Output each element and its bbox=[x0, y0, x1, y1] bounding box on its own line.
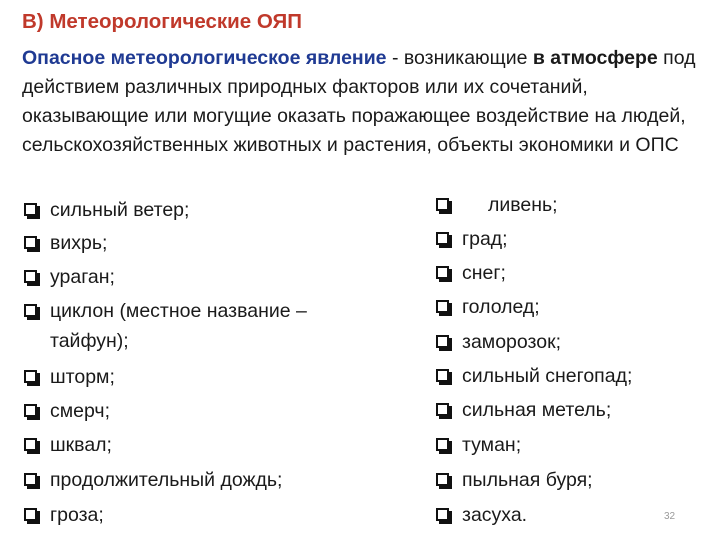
list-item-label: гололед; bbox=[462, 296, 540, 318]
definition-text-1: - возникающие bbox=[386, 47, 533, 69]
list-item-label: град; bbox=[462, 228, 508, 250]
list-item-label: снег; bbox=[462, 262, 506, 284]
checkbox-bullet-icon bbox=[436, 508, 449, 521]
checkbox-bullet-icon bbox=[24, 438, 37, 451]
checkbox-bullet-icon bbox=[24, 508, 37, 521]
checkbox-bullet-icon bbox=[24, 236, 37, 249]
list-item-label: сильный ветер; bbox=[50, 199, 190, 221]
checkbox-bullet-icon bbox=[24, 270, 37, 283]
list-item-label: шквал; bbox=[50, 434, 112, 456]
list-item-label: туман; bbox=[462, 434, 522, 456]
list-item-label: ливень; bbox=[488, 194, 558, 216]
checkbox-bullet-icon bbox=[24, 203, 37, 216]
list-item-label: сильный снегопад; bbox=[462, 365, 633, 387]
checkbox-bullet-icon bbox=[24, 370, 37, 383]
list-item-label: шторм; bbox=[50, 366, 115, 388]
checkbox-bullet-icon bbox=[436, 232, 449, 245]
checkbox-bullet-icon bbox=[436, 266, 449, 279]
checkbox-bullet-icon bbox=[436, 335, 449, 348]
list-item-label: ураган; bbox=[50, 266, 115, 288]
list-item-label: вихрь; bbox=[50, 232, 108, 254]
left-phenomena-list bbox=[24, 0, 354, 540]
list-item-label: тайфун); bbox=[50, 330, 129, 352]
page-number: 32 bbox=[664, 511, 676, 522]
slide-title: В) Метеорологические ОЯП bbox=[22, 10, 302, 33]
definition-term: Опасное метеорологическое явление bbox=[22, 47, 387, 69]
list-item-label: заморозок; bbox=[462, 331, 562, 353]
definition-bold-phrase: в атмосфере bbox=[532, 47, 658, 69]
list-item-label: сильная метель; bbox=[462, 399, 612, 421]
checkbox-bullet-icon bbox=[436, 369, 449, 382]
right-phenomena-list bbox=[436, 0, 716, 540]
checkbox-bullet-icon bbox=[24, 404, 37, 417]
definition-text-2: под действием различных природных факторов или их сочетаний, оказывающие или могущие оказать поражающее воздействие на людей, сельскохозяйственных животных и растения, объекты экономики и ОПС bbox=[22, 47, 696, 156]
list-item-label: гроза; bbox=[50, 504, 104, 526]
checkbox-bullet-icon bbox=[436, 438, 449, 451]
checkbox-bullet-icon bbox=[436, 473, 449, 486]
checkbox-bullet-icon bbox=[24, 473, 37, 486]
list-item-label: циклон (местное название – bbox=[50, 300, 307, 322]
checkbox-bullet-icon bbox=[436, 300, 449, 313]
checkbox-bullet-icon bbox=[436, 403, 449, 416]
list-item-label: засуха. bbox=[462, 504, 528, 526]
list-item-label: пыльная буря; bbox=[462, 469, 593, 491]
checkbox-bullet-icon bbox=[24, 304, 37, 317]
checkbox-bullet-icon bbox=[436, 198, 449, 211]
list-item-label: смерч; bbox=[50, 400, 110, 422]
list-item-label: продолжительный дождь; bbox=[50, 469, 283, 491]
